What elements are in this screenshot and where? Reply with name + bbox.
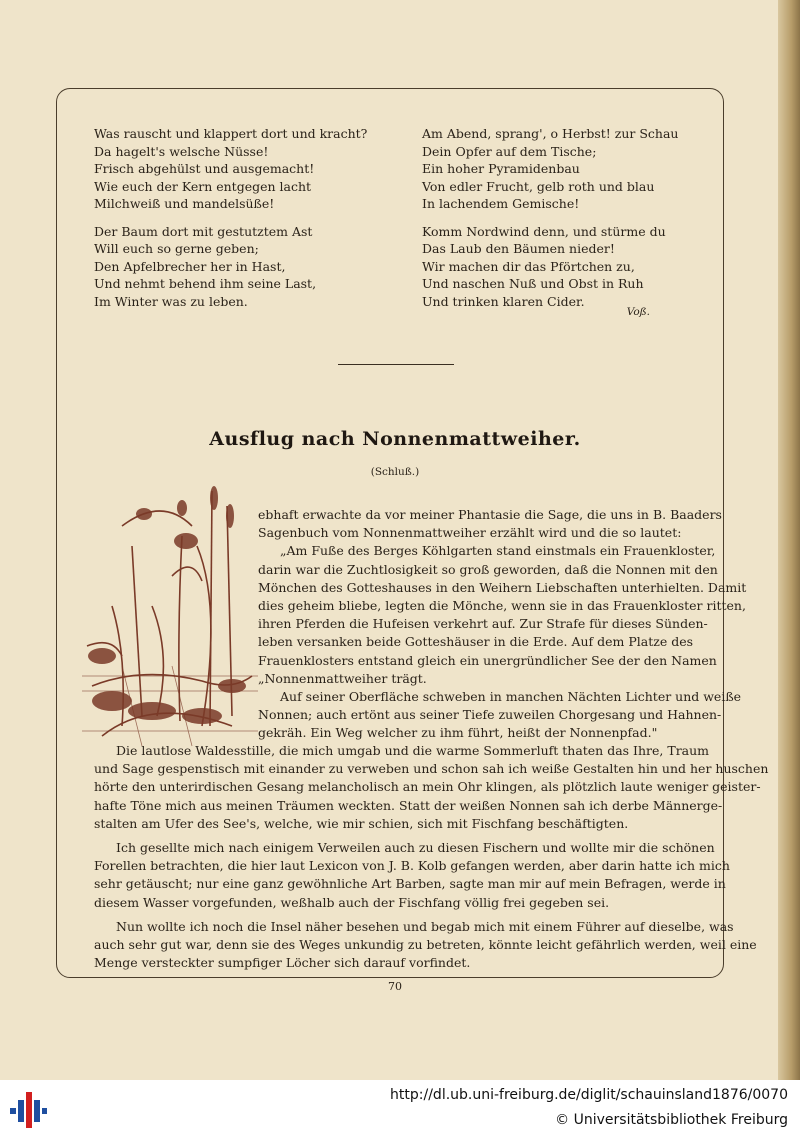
poem-line: Und trinken klaren Cider. (422, 293, 585, 309)
poem-right-column (422, 125, 678, 310)
text-line: stalten am Ufer des See's, welche, wie mir schien, sich mit Fischfang beschäftigten. (94, 815, 629, 831)
poem-line: Der Baum dort mit gestutztem Ast (94, 223, 313, 239)
text-line: Frauenklosters entstand gleich ein unergründlicher See der den Namen (258, 652, 717, 668)
poem-left-column (94, 125, 367, 310)
poem-line: Wir machen dir das Pförtchen zu, (422, 258, 635, 274)
library-logo-icon (8, 1088, 48, 1132)
poem-line: Das Laub den Bäumen nieder! (422, 241, 615, 256)
text-line: Nonnen; auch ertönt aus seiner Tiefe zuweilen Chorgesang und Hahnen- (258, 707, 722, 723)
article-subtitle: (Schluß.) (370, 466, 420, 478)
source-url[interactable]: http://dl.ub.uni-freiburg.de/diglit/schauinsland1876/0070 (390, 1087, 788, 1103)
text-line: darin war die Zuchtlosigkeit so groß geworden, daß die Nonnen mit den (258, 561, 718, 577)
copyright-notice: © Universitätsbibliothek Freiburg (555, 1112, 788, 1128)
poem-line: Von edler Frucht, gelb roth und blau (422, 178, 655, 194)
poem-line: Was rauscht und klappert dort und kracht? (94, 126, 368, 141)
section-divider (338, 364, 454, 365)
poem-line: Will euch so gerne geben; (94, 241, 259, 256)
article-side-text (258, 506, 747, 743)
poem-line: Im Winter was zu leben. (94, 293, 248, 309)
text-line: auch sehr gut war, denn sie des Weges unkundig zu betreten, könnte leicht gefährlich werden, weil eine (94, 937, 757, 953)
poem-line: Und naschen Nuß und Obst in Ruh (422, 276, 644, 291)
poem-line: Wie euch der Kern entgegen lacht (94, 178, 312, 194)
poem-line: Komm Nordwind denn, und stürme du (422, 223, 666, 239)
text-line: Sagenbuch vom Nonnenmattweiher erzählt wird und die so lautet: (258, 525, 682, 541)
page-number: 70 (388, 980, 402, 993)
poem-line: Da hagelt's welsche Nüsse! (94, 143, 269, 159)
text-line: Menge versteckter sumpfiger Löcher sich darauf vorfindet. (94, 955, 471, 971)
text-line: „Am Fuße des Berges Köhlgarten stand einstmals ein Frauenkloster, (280, 543, 716, 559)
poem-line: Dein Opfer auf dem Tische; (422, 143, 597, 159)
text-line: hörte den unterirdischen Gesang melancholisch an mein Ohr klingen, als plötzlich laute weniger geister- (94, 779, 761, 795)
poem-line: Und nehmt behend ihm seine Last, (94, 276, 317, 291)
text-line: gekräh. Ein Weg welcher zu ihm führt, heißt der Nonnenpfad." (258, 725, 658, 741)
text-line: Nun wollte ich noch die Insel näher besehen und begab mich mit einem Führer auf dieselbe, was (116, 918, 734, 934)
text-line: Ich gesellte mich nach einigem Verweilen auch zu diesen Fischern und wollte mir die schönen (116, 840, 715, 856)
poem-line: Den Apfelbrecher her in Hast, (94, 258, 286, 274)
text-line: leben versanken beide Gotteshäuser in die Erde. Auf dem Platze des (258, 634, 694, 650)
reed-bird-illustration (82, 486, 258, 752)
text-line: Forellen betrachten, die hier laut Lexicon von J. B. Kolb gefangen werden, aber darin hatte ich mich (94, 858, 730, 874)
poem-line: Frisch abgehülst und ausgemacht! (94, 161, 315, 176)
poem-line: Am Abend, sprang', o Herbst! zur Schau (422, 126, 679, 141)
text-line: „Nonnenmattweiher trägt. (258, 670, 427, 686)
poem-line: In lachendem Gemische! (422, 196, 580, 211)
poem-line: Ein hoher Pyramidenbau (422, 161, 580, 176)
article-title: Ausflug nach Nonnenmattweiher. (209, 428, 581, 450)
text-line: und Sage gespenstisch mit einander zu verweben und schon sah ich weiße Gestalten hin und her huschen (94, 761, 769, 777)
footer-bar (0, 1080, 800, 1139)
text-line: ebhaft erwachte da vor meiner Phantasie die Sage, die uns in B. Baaders (258, 507, 722, 522)
article-body-text (94, 742, 769, 972)
text-line: dies geheim bliebe, legten die Mönche, wenn sie in das Frauenkloster ritten, (258, 598, 746, 614)
text-line: ihren Pferden die Hufeisen verkehrt auf. Zur Strafe für dieses Sünden- (258, 616, 708, 632)
poem-signature: Voß. (626, 306, 650, 318)
text-line: sehr getäuscht; nur eine ganz gewöhnliche Art Barben, sagte man mir auf mein Befragen, werde in (94, 876, 726, 892)
poem-line: Milchweiß und mandelsüße! (94, 196, 275, 211)
book-gutter (778, 0, 800, 1080)
text-line: Auf seiner Oberfläche schweben in manchen Nächten Lichter und weiße (280, 689, 742, 705)
text-line: Mönchen des Gotteshauses in den Weihern Liebschaften unterhielten. Damit (258, 579, 747, 595)
text-line: Die lautlose Waldesstille, die mich umgab und die warme Sommerluft thaten das Ihre, Traum (116, 743, 710, 758)
text-line: hafte Töne mich aus meinen Träumen weckten. Statt der weißen Nonnen sah ich derbe Männerge- (94, 797, 723, 813)
text-line: diesem Wasser vorgefunden, weßhalb auch der Fischfang völlig frei gegeben sei. (94, 894, 610, 910)
